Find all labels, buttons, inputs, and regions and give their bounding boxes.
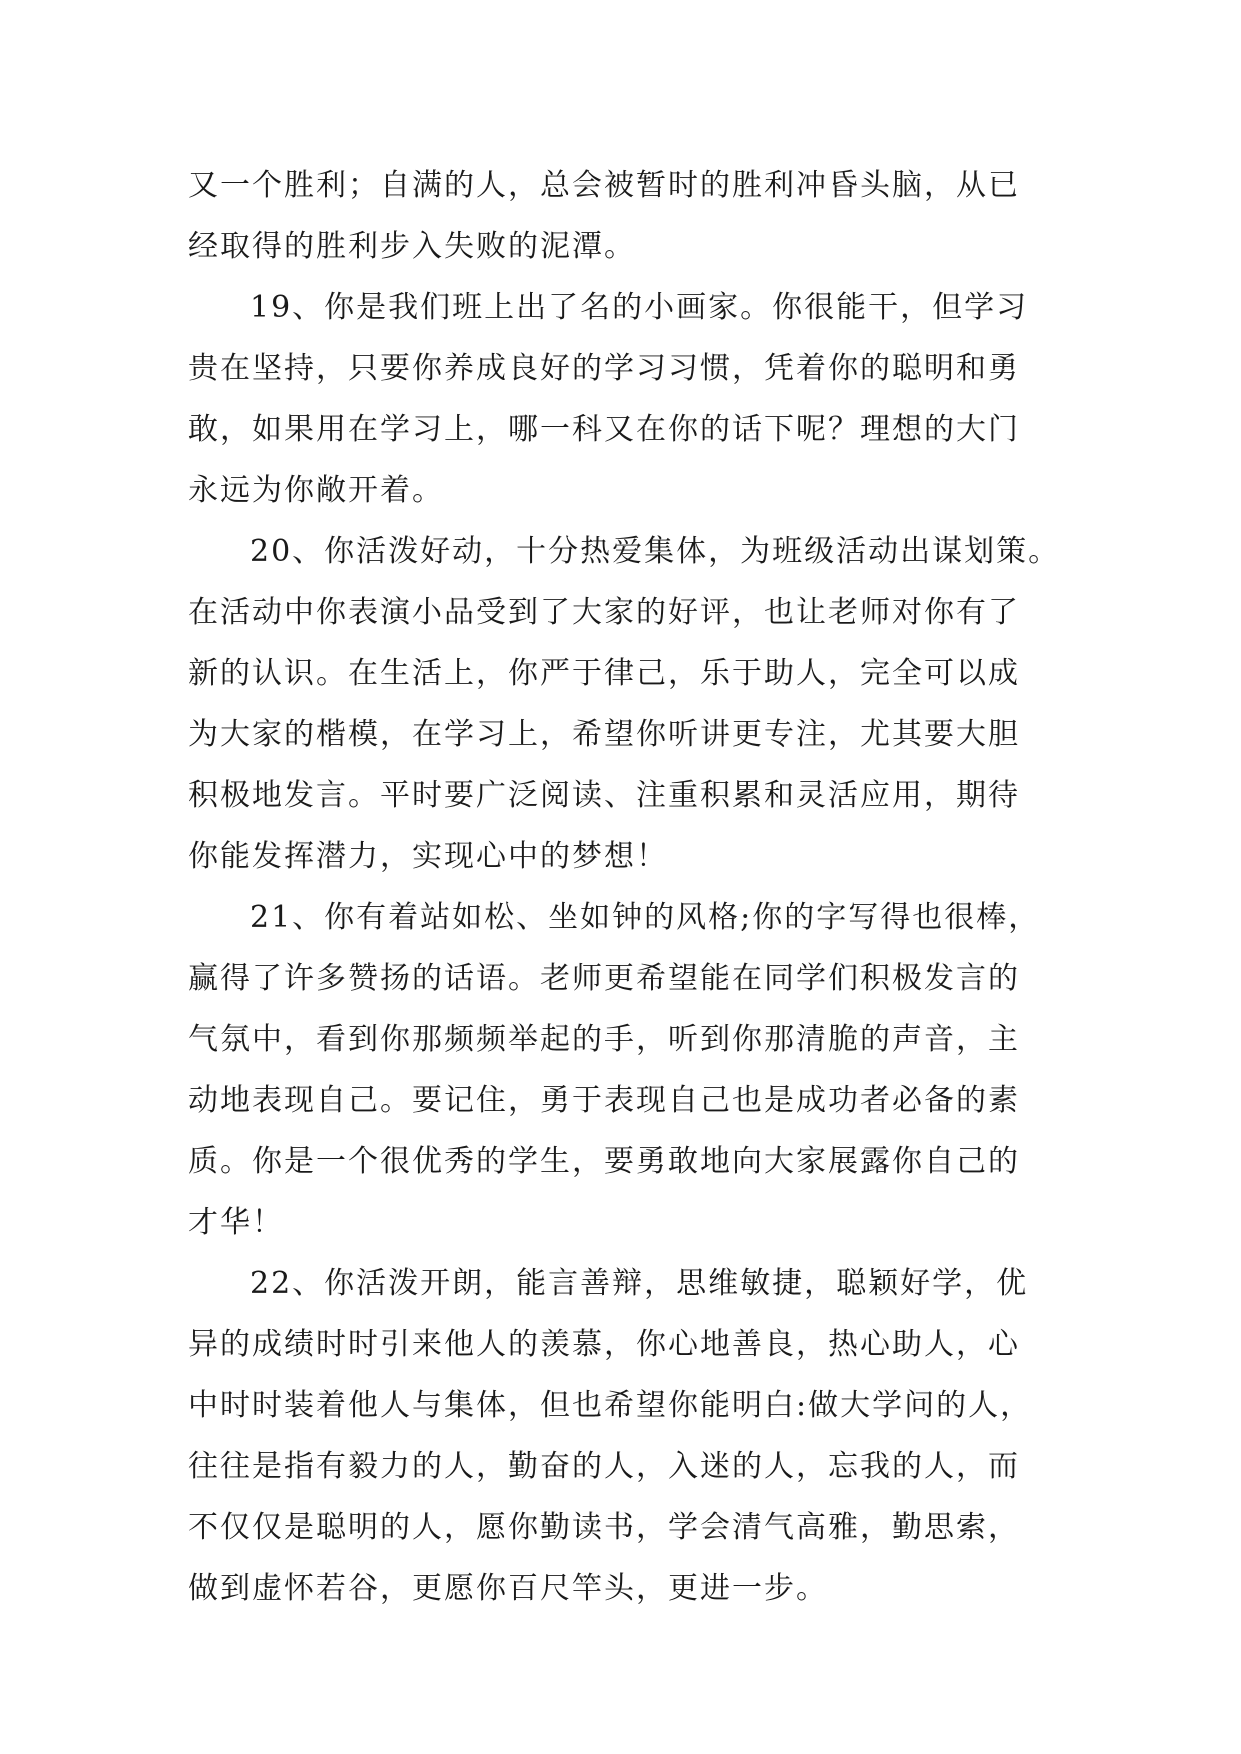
text-line: 赢得了许多赞扬的话语。老师更希望能在同学们积极发言的 [188, 961, 1020, 996]
text-line: 敢，如果用在学习上，哪一科又在你的话下呢？理想的大门 [188, 412, 1020, 447]
text-line: 积极地发言。平时要广泛阅读、注重积累和灵活应用，期待 [188, 778, 1020, 813]
text-line: 气氛中，看到你那频频举起的手，听到你那清脆的声音，主 [188, 1022, 1020, 1057]
text-line: 中时时装着他人与集体，但也希望你能明白:做大学问的人， [188, 1388, 1033, 1423]
text-line: 异的成绩时时引来他人的羡慕，你心地善良，热心助人，心 [188, 1327, 1020, 1362]
text-line: 贵在坚持，只要你养成良好的学习习惯，凭着你的聪明和勇 [188, 351, 1020, 386]
text-line: 才华！ [188, 1205, 284, 1240]
text-line: 你能发挥潜力，实现心中的梦想！ [188, 839, 668, 874]
text-line: 质。你是一个很优秀的学生，要勇敢地向大家展露你自己的 [188, 1144, 1020, 1179]
paragraph-start-line: 22、你活泼开朗，能言善辩，思维敏捷，聪颖好学，优 [250, 1266, 1029, 1301]
text-line: 新的认识。在生活上，你严于律己，乐于助人，完全可以成 [188, 656, 1020, 691]
text-line: 动地表现自己。要记住，勇于表现自己也是成功者必备的素 [188, 1083, 1020, 1118]
text-line: 不仅仅是聪明的人，愿你勤读书，学会清气高雅，勤思索， [188, 1510, 1020, 1545]
text-line: 永远为你敞开着。 [188, 473, 444, 508]
paragraph-start-line: 21、你有着站如松、坐如钟的风格;你的字写得也很棒， [250, 900, 1041, 935]
text-line: 做到虚怀若谷，更愿你百尺竿头，更进一步。 [188, 1571, 828, 1606]
text-line: 经取得的胜利步入失败的泥潭。 [188, 229, 636, 264]
text-line: 为大家的楷模，在学习上，希望你听讲更专注，尤其要大胆 [188, 717, 1020, 752]
text-line: 往往是指有毅力的人，勤奋的人，入迷的人，忘我的人，而 [188, 1449, 1020, 1484]
document-body [188, 155, 1068, 1619]
text-line: 在活动中你表演小品受到了大家的好评，也让老师对你有了 [188, 595, 1020, 630]
text-line: 又一个胜利；自满的人，总会被暂时的胜利冲昏头脑，从已 [188, 168, 1020, 203]
paragraph-start-line: 20、你活泼好动，十分热爱集体，为班级活动出谋划策。 [250, 534, 1061, 569]
paragraph-start-line: 19、你是我们班上出了名的小画家。你很能干，但学习 [250, 290, 1029, 325]
